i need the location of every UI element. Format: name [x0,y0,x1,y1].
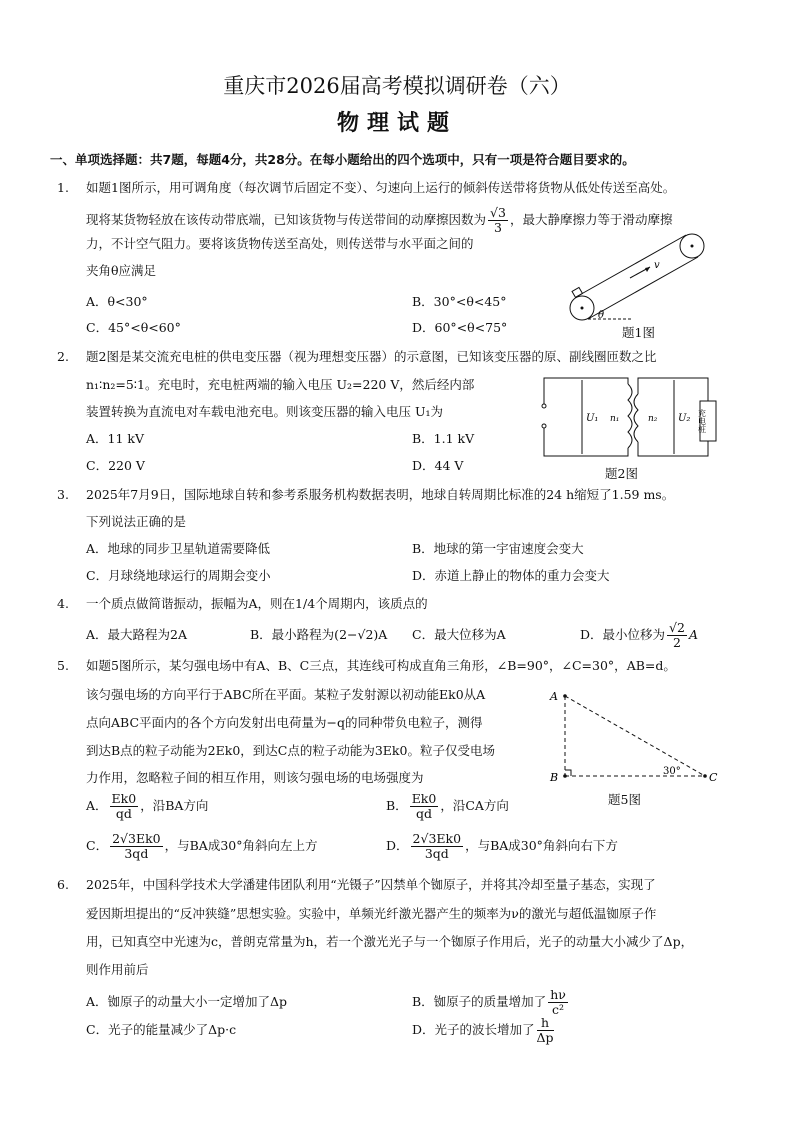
option-text: D．最小位移为 [580,627,666,642]
numerator: hν [550,987,566,1002]
q6-line: 用，已知真空中光速为c，普朗克常量为h，若一个激光光子与一个铷原子作用后，光子的动量大小减少了Δp， [86,934,694,949]
denominator: Δp [536,1030,554,1045]
denominator: c² [552,1002,565,1017]
denominator: 2 [673,635,681,650]
u2-label: U₂ [678,413,691,424]
q2-line: 题2图是某交流充电桩的供电变压器（视为理想变压器）的示意图，已知该变压器的原、副线圈匝数之比 [86,349,657,364]
q1-text: ，最大静摩擦力等于滑动摩擦 [509,212,673,227]
u1-label: U₁ [586,413,599,424]
q1-text: 现将某货物轻放在该传动带底端，已知该货物与传送带间的动摩擦因数为 [86,212,487,227]
q2-option-b: B．1.1 kV [412,431,475,446]
q1-option-d: D．60°<θ<75° [412,320,508,335]
fraction [110,792,139,821]
numerator: √3 [490,205,506,220]
angle-label: 30° [663,766,681,777]
q4-option-c: C．最大位移为A [412,627,506,642]
point-a-label: A [550,690,558,703]
q5-option-c [86,830,317,862]
q2-line: 装置转换为直流电对车载电池充电。则该变压器的输入电压 U₁为 [86,404,444,419]
section-heading: 一、单项选择题：共7题，每题4分，共28分。在每小题给出的四个选项中，只有一项是符合题目要求的。 [50,152,635,167]
velocity-label: v [654,260,660,271]
q6-line: 爱因斯坦提出的“反冲狭缝”思想实验。实验中，单频光纤激光器产生的频率为ν的激光与超低温铷原子作 [86,906,657,921]
option-letter: D． [386,838,409,853]
fraction [411,832,464,861]
q3-number: 3. [57,487,69,502]
q6-option-d [412,1014,556,1046]
fraction [110,832,163,861]
denominator: qd [416,806,433,821]
q1-line: 力，不计空气阻力。要将该货物传送至高处，则传送带与水平面之间的 [86,236,474,251]
option-text: B．铷原子的质量增加了 [412,994,547,1009]
q4-line: 一个质点做简谐振动，振幅为A，则在1/4个周期内，该质点的 [86,596,428,611]
q1-number: 1. [57,180,69,195]
denominator: 3qd [424,846,449,861]
numerator: h [537,1016,554,1031]
q3-option-c: C．月球绕地球运行的周期会变小 [86,568,271,583]
numerator: 2√3Ek0 [412,831,462,846]
figure-2-caption: 题2图 [605,466,638,481]
figure-5-caption: 题5图 [608,792,641,807]
option-text: ，沿CA方向 [440,798,509,813]
q1-option-b: B．30°<θ<45° [412,294,507,309]
q3-option-a: A．地球的同步卫星轨道需要降低 [86,541,271,556]
q1-fraction [488,206,508,235]
q4-option-a: A．最大路程为2A [86,627,188,642]
fraction [537,1016,554,1045]
charging-pile-label: 充电桩 [697,409,707,433]
point-c-label: C [709,771,718,784]
option-letter: A． [86,798,108,813]
q5-line: 到达B点的粒子动能为2Ek0，到达C点的粒子动能为3Ek0。粒子仅受电场 [86,743,495,758]
fraction [548,988,568,1017]
q5-option-b [386,790,509,822]
exam-title: 重庆市2026届高考模拟调研卷（六） [223,74,571,98]
q1-option-a: A．θ<30° [86,294,148,309]
q6-line: 2025年，中国科学技术大学潘建伟团队利用“光镊子”囚禁单个铷原子，并将其冷却至量子基态，实现了 [86,877,656,892]
numerator: Ek0 [111,791,137,806]
option-text: ，与BA成30°角斜向右下方 [465,838,618,853]
figure-1-caption: 题1图 [622,325,655,340]
q6-line: 则作用前后 [86,962,149,977]
numerator: √2 [669,620,685,635]
option-text: ，沿BA方向 [140,798,209,813]
subject-title: 物理试题 [336,110,457,136]
q1-line: 夹角θ应满足 [86,263,157,278]
q3-option-d: D．赤道上静止的物体的重力会变大 [412,568,610,583]
option-text: D．光子的波长增加了 [412,1022,535,1037]
q2-line: n₁∶n₂=5∶1。充电时，充电桩两端的输入电压 U₂=220 V，然后经内部 [86,377,475,392]
q1-option-c: C．45°<θ<60° [86,320,181,335]
denominator: qd [115,806,132,821]
q6-option-a: A．铷原子的动量大小一定增加了Δp [86,994,288,1009]
q2-number: 2. [57,349,69,364]
q5-line: 该匀强电场的方向平行于ABC所在平面。某粒子发射源以初动能Ek0从A [86,687,486,702]
option-letter: C． [86,838,109,853]
theta-label: θ [598,310,605,321]
option-text: A [688,627,698,642]
q4-option-b: B．最小路程为(2−√2)A [250,627,388,642]
q6-option-c: C．光子的能量减少了Δp·c [86,1022,237,1037]
q4-option-d [580,620,698,650]
n2-label: n₂ [648,414,658,424]
q5-line: 力作用，忽略粒子间的相互作用，则该匀强电场的电场强度为 [86,770,424,785]
q5-line: 点向ABC平面内的各个方向发射出电荷量为−q的同种带负电粒子，测得 [86,715,483,730]
fraction [410,792,439,821]
q5-number: 5. [57,658,69,673]
triangle-abc-figure [545,688,725,788]
option-text: ，与BA成30°角斜向左上方 [164,838,318,853]
q5-option-a [86,790,208,822]
q2-option-a: A．11 kV [86,431,145,446]
q3-option-b: B．地球的第一宇宙速度会变大 [412,541,584,556]
q3-line: 下列说法正确的是 [86,514,187,529]
q4-number: 4. [57,596,69,611]
q5-line: 如题5图所示，某匀强电场中有A、B、C三点，其连线可构成直角三角形，∠B=90°，∠C=30°，AB=d。 [86,658,676,673]
transformer-figure [538,376,738,461]
q2-option-c: C．220 V [86,458,145,473]
denominator: 3qd [124,846,149,861]
n1-label: n₁ [610,414,620,424]
denominator: 3 [494,220,502,235]
q6-number: 6. [57,877,69,892]
fraction [667,621,687,650]
option-letter: B． [386,798,408,813]
q3-line: 2025年7月9日，国际地球自转和参考系服务机构数据表明，地球自转周期比标准的24 h缩短了1.59 ms。 [86,487,675,502]
numerator: 2√3Ek0 [112,831,161,846]
q1-line: 如题1图所示，用可调角度（每次调节后固定不变）、匀速向上运行的倾斜传送带将货物从低处传送至高处。 [86,180,676,195]
numerator: Ek0 [411,791,437,806]
q5-option-d [386,830,618,862]
point-b-label: B [550,771,559,784]
q2-option-d: D．44 V [412,458,464,473]
